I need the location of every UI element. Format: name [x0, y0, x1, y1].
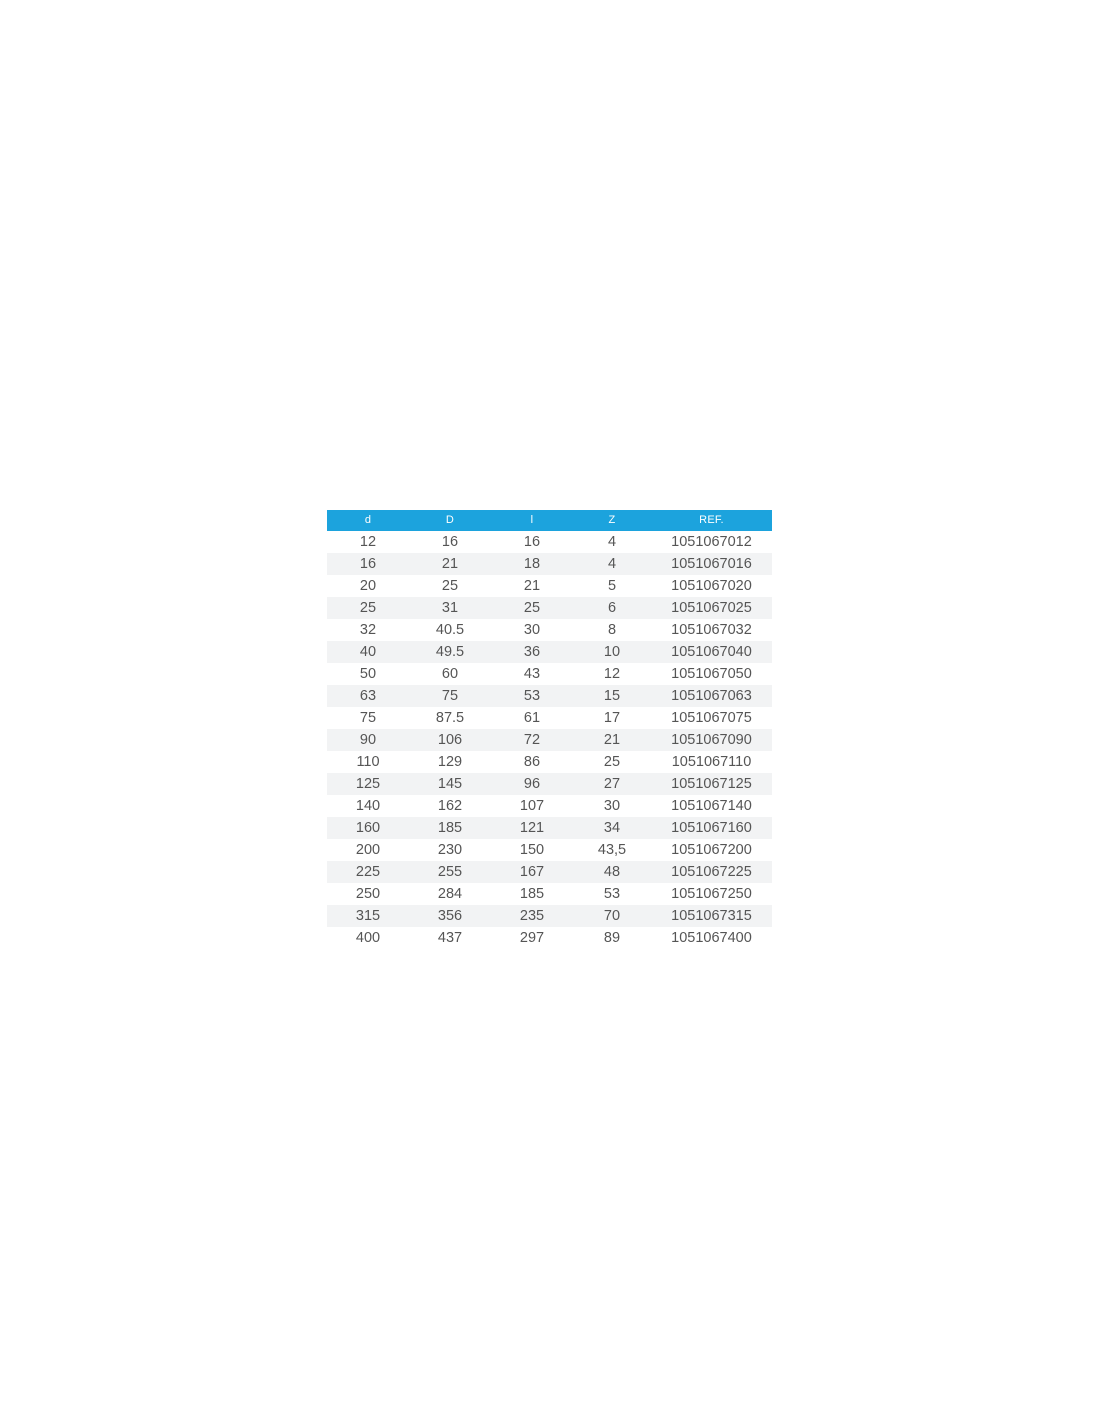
cell-ref: 1051067012: [651, 531, 772, 553]
cell-d: 16: [327, 553, 409, 575]
cell-l: 72: [491, 729, 573, 751]
cell-Z: 12: [573, 663, 651, 685]
cell-D: 25: [409, 575, 491, 597]
cell-D: 162: [409, 795, 491, 817]
cell-Z: 4: [573, 553, 651, 575]
specification-table-container: [327, 510, 772, 949]
table-row: [327, 575, 772, 597]
table-row: [327, 729, 772, 751]
column-header-d: d: [327, 510, 409, 531]
cell-D: 185: [409, 817, 491, 839]
cell-ref: 1051067016: [651, 553, 772, 575]
cell-d: 40: [327, 641, 409, 663]
cell-Z: 70: [573, 905, 651, 927]
cell-ref: 1051067250: [651, 883, 772, 905]
table-head: [327, 510, 772, 531]
cell-d: 50: [327, 663, 409, 685]
cell-l: 61: [491, 707, 573, 729]
table-row: [327, 795, 772, 817]
cell-l: 235: [491, 905, 573, 927]
cell-D: 255: [409, 861, 491, 883]
cell-ref: 1051067125: [651, 773, 772, 795]
cell-l: 107: [491, 795, 573, 817]
table-header-row: [327, 510, 772, 531]
cell-l: 36: [491, 641, 573, 663]
cell-D: 60: [409, 663, 491, 685]
cell-d: 20: [327, 575, 409, 597]
cell-l: 16: [491, 531, 573, 553]
cell-ref: 1051067025: [651, 597, 772, 619]
cell-ref: 1051067020: [651, 575, 772, 597]
cell-ref: 1051067063: [651, 685, 772, 707]
cell-D: 16: [409, 531, 491, 553]
cell-Z: 43,5: [573, 839, 651, 861]
cell-d: 200: [327, 839, 409, 861]
table-body: [327, 531, 772, 949]
cell-Z: 53: [573, 883, 651, 905]
cell-d: 32: [327, 619, 409, 641]
cell-Z: 34: [573, 817, 651, 839]
table-row: [327, 883, 772, 905]
cell-l: 21: [491, 575, 573, 597]
column-header-Z: Z: [573, 510, 651, 531]
cell-l: 86: [491, 751, 573, 773]
cell-ref: 1051067075: [651, 707, 772, 729]
table-row: [327, 773, 772, 795]
cell-D: 129: [409, 751, 491, 773]
cell-d: 160: [327, 817, 409, 839]
cell-Z: 48: [573, 861, 651, 883]
cell-l: 121: [491, 817, 573, 839]
table-row: [327, 839, 772, 861]
cell-l: 297: [491, 927, 573, 949]
cell-l: 30: [491, 619, 573, 641]
cell-Z: 25: [573, 751, 651, 773]
cell-D: 31: [409, 597, 491, 619]
column-header-ref: REF.: [651, 510, 772, 531]
cell-d: 140: [327, 795, 409, 817]
table-row: [327, 597, 772, 619]
cell-d: 75: [327, 707, 409, 729]
cell-D: 87.5: [409, 707, 491, 729]
cell-ref: 1051067032: [651, 619, 772, 641]
cell-d: 125: [327, 773, 409, 795]
cell-D: 49.5: [409, 641, 491, 663]
cell-D: 356: [409, 905, 491, 927]
cell-Z: 8: [573, 619, 651, 641]
column-header-l: l: [491, 510, 573, 531]
cell-Z: 5: [573, 575, 651, 597]
cell-d: 25: [327, 597, 409, 619]
cell-l: 43: [491, 663, 573, 685]
table-row: [327, 663, 772, 685]
cell-ref: 1051067200: [651, 839, 772, 861]
cell-d: 315: [327, 905, 409, 927]
cell-Z: 21: [573, 729, 651, 751]
cell-ref: 1051067225: [651, 861, 772, 883]
cell-ref: 1051067050: [651, 663, 772, 685]
cell-d: 110: [327, 751, 409, 773]
specification-table: [327, 510, 772, 949]
table-row: [327, 861, 772, 883]
cell-l: 53: [491, 685, 573, 707]
cell-ref: 1051067400: [651, 927, 772, 949]
cell-Z: 6: [573, 597, 651, 619]
cell-D: 145: [409, 773, 491, 795]
cell-ref: 1051067110: [651, 751, 772, 773]
cell-D: 21: [409, 553, 491, 575]
cell-d: 90: [327, 729, 409, 751]
table-row: [327, 751, 772, 773]
table-row: [327, 817, 772, 839]
cell-d: 63: [327, 685, 409, 707]
cell-l: 150: [491, 839, 573, 861]
cell-d: 400: [327, 927, 409, 949]
cell-Z: 17: [573, 707, 651, 729]
cell-Z: 89: [573, 927, 651, 949]
cell-l: 167: [491, 861, 573, 883]
cell-D: 75: [409, 685, 491, 707]
cell-D: 230: [409, 839, 491, 861]
table-row: [327, 707, 772, 729]
cell-D: 106: [409, 729, 491, 751]
cell-d: 12: [327, 531, 409, 553]
cell-ref: 1051067315: [651, 905, 772, 927]
cell-Z: 10: [573, 641, 651, 663]
column-header-D: D: [409, 510, 491, 531]
table-row: [327, 905, 772, 927]
table-row: [327, 927, 772, 949]
table-row: [327, 685, 772, 707]
cell-ref: 1051067160: [651, 817, 772, 839]
cell-l: 18: [491, 553, 573, 575]
cell-D: 437: [409, 927, 491, 949]
table-row: [327, 641, 772, 663]
cell-D: 284: [409, 883, 491, 905]
cell-d: 250: [327, 883, 409, 905]
cell-Z: 30: [573, 795, 651, 817]
cell-ref: 1051067040: [651, 641, 772, 663]
cell-Z: 4: [573, 531, 651, 553]
cell-l: 185: [491, 883, 573, 905]
cell-d: 225: [327, 861, 409, 883]
table-row: [327, 531, 772, 553]
cell-ref: 1051067090: [651, 729, 772, 751]
cell-l: 96: [491, 773, 573, 795]
table-row: [327, 553, 772, 575]
cell-Z: 15: [573, 685, 651, 707]
table-row: [327, 619, 772, 641]
cell-ref: 1051067140: [651, 795, 772, 817]
cell-D: 40.5: [409, 619, 491, 641]
cell-Z: 27: [573, 773, 651, 795]
cell-l: 25: [491, 597, 573, 619]
